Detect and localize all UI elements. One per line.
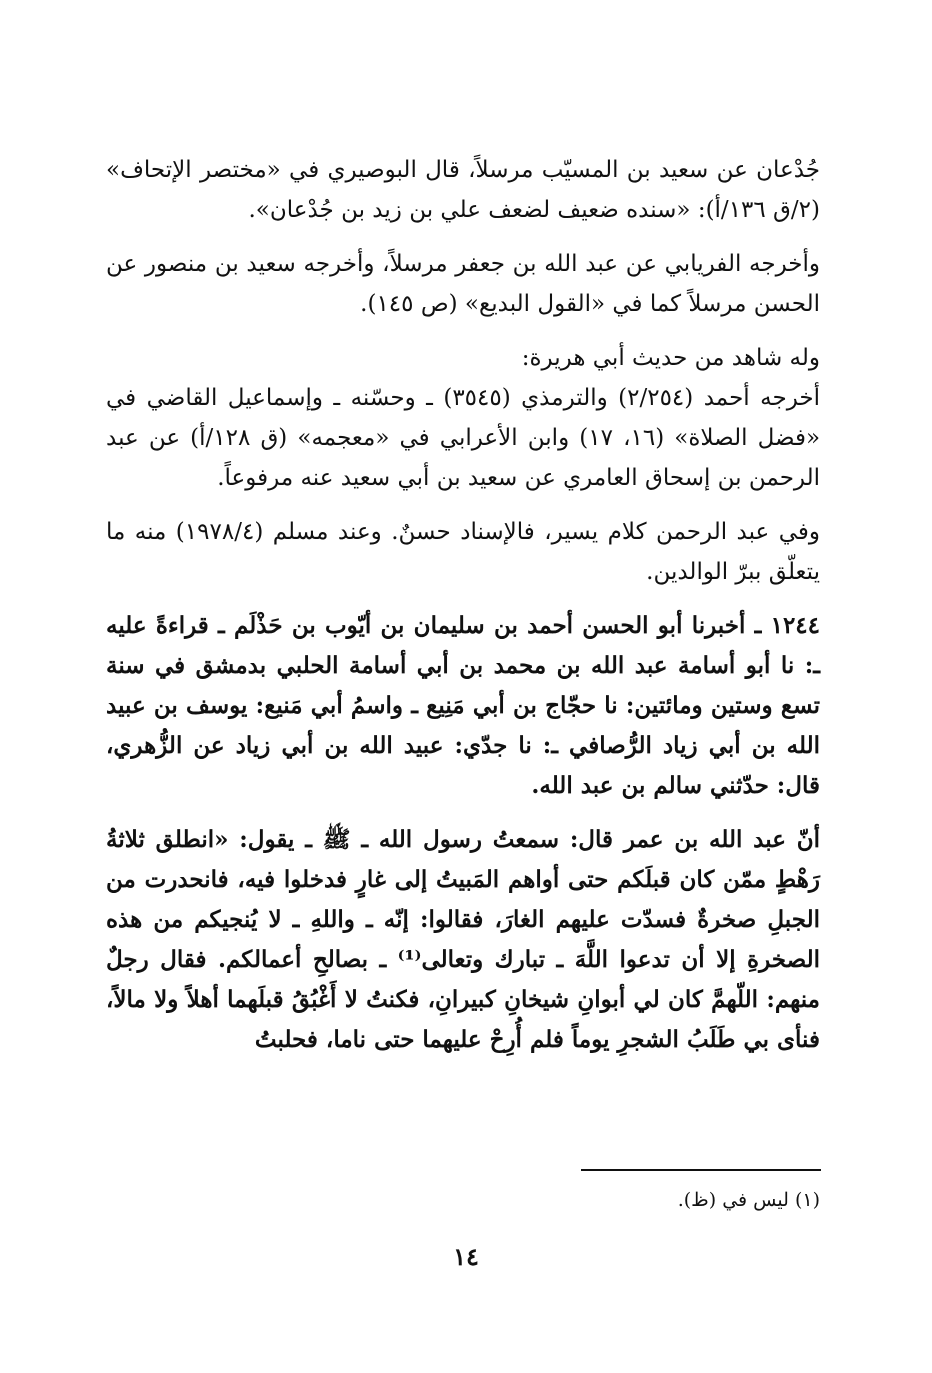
- footnote: (١) ليس في (ظ).: [677, 1189, 820, 1211]
- paragraph-gap: [106, 592, 820, 606]
- hadith-matn: أنّ عبد الله بن عمر قال: سمعتُ رسول الله ـ ﷺ ـ يقول: «انطلق ثلاثةُ رَهْطٍ ممّن كان قبلَكم حتى أواهم المَبيتُ إلى غارٍ فدخلوا فيه، فانحدرت من الجبلِ صخرةٌ فسدّت عليهم الغارَ، فقالوا: إنّه ـ واللهِ ـ لا يُنجيكم من هذه الصخرةِ إلا أن تدعوا اللَّهَ ـ تبارك وتعالى⁽¹⁾ ـ بصالحِ أعمالكم. فقال رجلٌ منهم: اللّهمَّ كان لي أبوانِ شيخانِ كبيرانِ، فكنتُ لا أَغْبُقُ قبلَهما أهلاً ولا مالاً، فنأى بي طَلَبُ الشجرِ يوماً فلم أُرِحْ عليهما حتى ناما، فحلبتُ: [106, 826, 820, 1053]
- paragraph-gap: [106, 498, 820, 512]
- paragraph-gap: [106, 806, 820, 820]
- hadith-number: ١٢٤٤: [770, 612, 821, 639]
- paragraph-takhrij-3: أخرجه أحمد (٢/٢٥٤) والترمذي (٣٥٤٥) ـ وحسّنه ـ وإسماعيل القاضي في «فضل الصلاة» (١٦، ١٧) وابن الأعرابي في «معجمه» (ق ١٢٨/أ) عن عبد الرحمن بن إسحاق العامري عن سعيد بن أبي سعيد عنه مرفوعاً.: [106, 385, 821, 491]
- paragraph-takhrij-1: جُدْعان عن سعيد بن المسيّب مرسلاً، قال البوصيري في «مختصر الإتحاف» (٢/ق ١٣٦/أ): «سنده ضعيف لضعف علي بن زيد بن جُدْعان».: [106, 157, 820, 223]
- paragraph-gap: [106, 230, 820, 244]
- hadith-isnad: [106, 606, 820, 806]
- page-body: [106, 150, 820, 1060]
- hadith-chain: ـ أخبرنا أبو الحسن أحمد بن سليمان بن أيّوب بن حَذْلَم ـ قراءةً عليه ـ: نا أبو أسامة عبد الله بن محمد بن أبي أسامة الحلبي بدمشق في سنة تسع وستين ومائتين: نا حجّاج بن أبي مَنِيع ـ واسمُ أبي مَنيع: يوسف بن عبيد الله بن أبي زياد الرُّصافي ـ: نا جدّي: عبيد الله بن أبي زياد عن الزُّهري، قال: حدّثني سالم بن عبد الله.: [106, 612, 820, 799]
- paragraph-shahid-heading: وله شاهد من حديث أبي هريرة:: [521, 345, 820, 371]
- page-number: ١٤: [453, 1242, 479, 1271]
- paragraph-takhrij-2: وأخرجه الفريابي عن عبد الله بن جعفر مرسلاً، وأخرجه سعيد بن منصور عن الحسن مرسلاً كما في «القول البديع» (ص ١٤٥).: [106, 251, 820, 317]
- footnote-divider: [581, 1169, 821, 1171]
- paragraph-grading: وفي عبد الرحمن كلام يسير، فالإسناد حسنٌ. وعند مسلم (١٩٧٨/٤) منه ما يتعلّق ببرّ الوالدين.: [106, 519, 820, 585]
- paragraph-gap: [106, 324, 820, 338]
